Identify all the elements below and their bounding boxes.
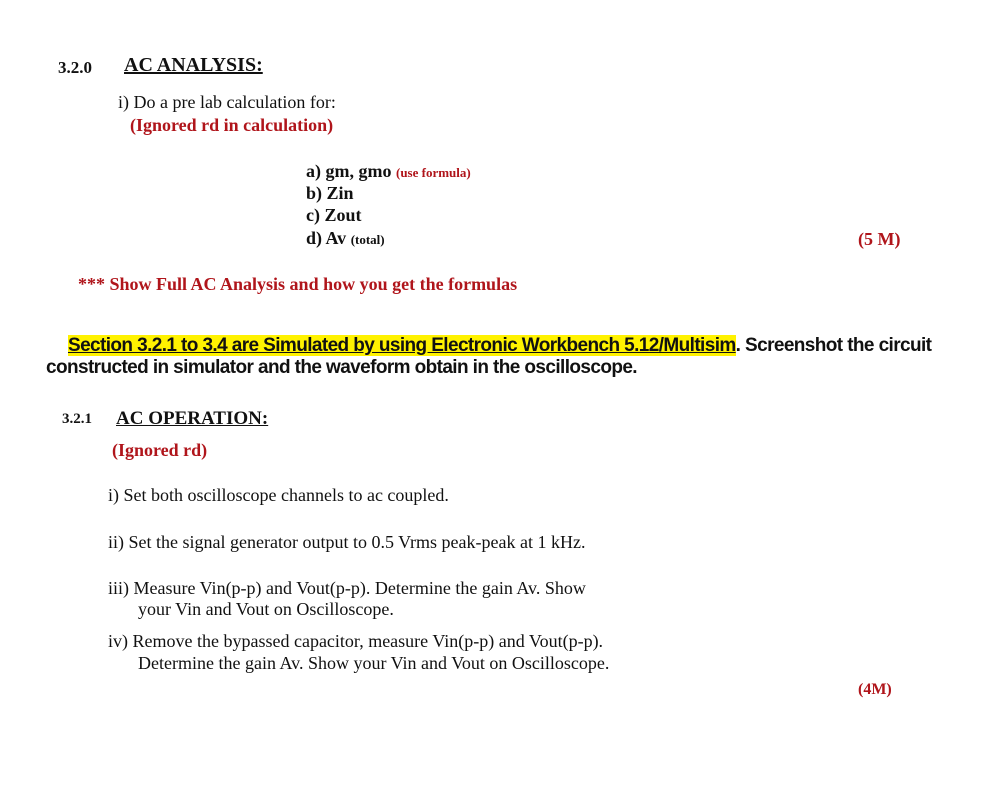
step-i: i) Set both oscilloscope channels to ac coupled. bbox=[108, 485, 449, 505]
step-iii-line-2: your Vin and Vout on Oscilloscope. bbox=[138, 599, 394, 619]
sub-item-b-label: b) Zin bbox=[306, 183, 354, 203]
prelab-item: i) Do a pre lab calculation for: bbox=[118, 92, 336, 112]
ignored-rd-note: (Ignored rd in calculation) bbox=[130, 115, 334, 135]
sub-item-a bbox=[306, 161, 471, 182]
sub-item-a-note: (use formula) bbox=[395, 165, 471, 180]
step-iv-line-1: iv) Remove the bypassed capacitor, measure Vin(p-p) and Vout(p-p). bbox=[108, 631, 604, 651]
sub-item-c bbox=[306, 205, 362, 226]
step-iv-line-2: Determine the gain Av. Show your Vin and Vout on Oscilloscope. bbox=[138, 653, 610, 673]
step-iii-line-1: iii) Measure Vin(p-p) and Vout(p-p). Determine the gain Av. Show bbox=[108, 578, 586, 598]
ignored-rd-note-321: (Ignored rd) bbox=[112, 440, 208, 460]
show-full-analysis-note: *** Show Full AC Analysis and how you get the formulas bbox=[78, 274, 518, 294]
section-number-321: 3.2.1 bbox=[62, 411, 92, 427]
section-title-ac-operation: AC OPERATION: bbox=[116, 408, 269, 429]
step-ii: ii) Set the signal generator output to 0.5 Vrms peak-peak at 1 kHz. bbox=[108, 532, 586, 552]
marks-4m: (4M) bbox=[858, 681, 892, 698]
sub-item-c-label: c) Zout bbox=[306, 205, 362, 225]
marks-5m: (5 M) bbox=[858, 229, 901, 249]
instruction-line-1 bbox=[68, 335, 931, 357]
instruction-line-2: constructed in simulator and the waveform obtain in the oscilloscope. bbox=[46, 357, 637, 378]
sub-item-d bbox=[306, 228, 385, 249]
instruction-rest: . Screenshot the circuit bbox=[735, 335, 932, 356]
section-number-320: 3.2.0 bbox=[58, 58, 92, 77]
sub-item-b bbox=[306, 183, 354, 204]
sub-item-d-note: (total) bbox=[350, 232, 385, 247]
sub-item-a-label: a) gm, gmo bbox=[306, 161, 392, 181]
sub-item-d-label: d) Av bbox=[306, 228, 347, 248]
instruction-highlight: Section 3.2.1 to 3.4 are Simulated by using Electronic Workbench 5.12/Multisim bbox=[68, 335, 736, 356]
section-title-ac-analysis: AC ANALYSIS: bbox=[124, 54, 263, 76]
